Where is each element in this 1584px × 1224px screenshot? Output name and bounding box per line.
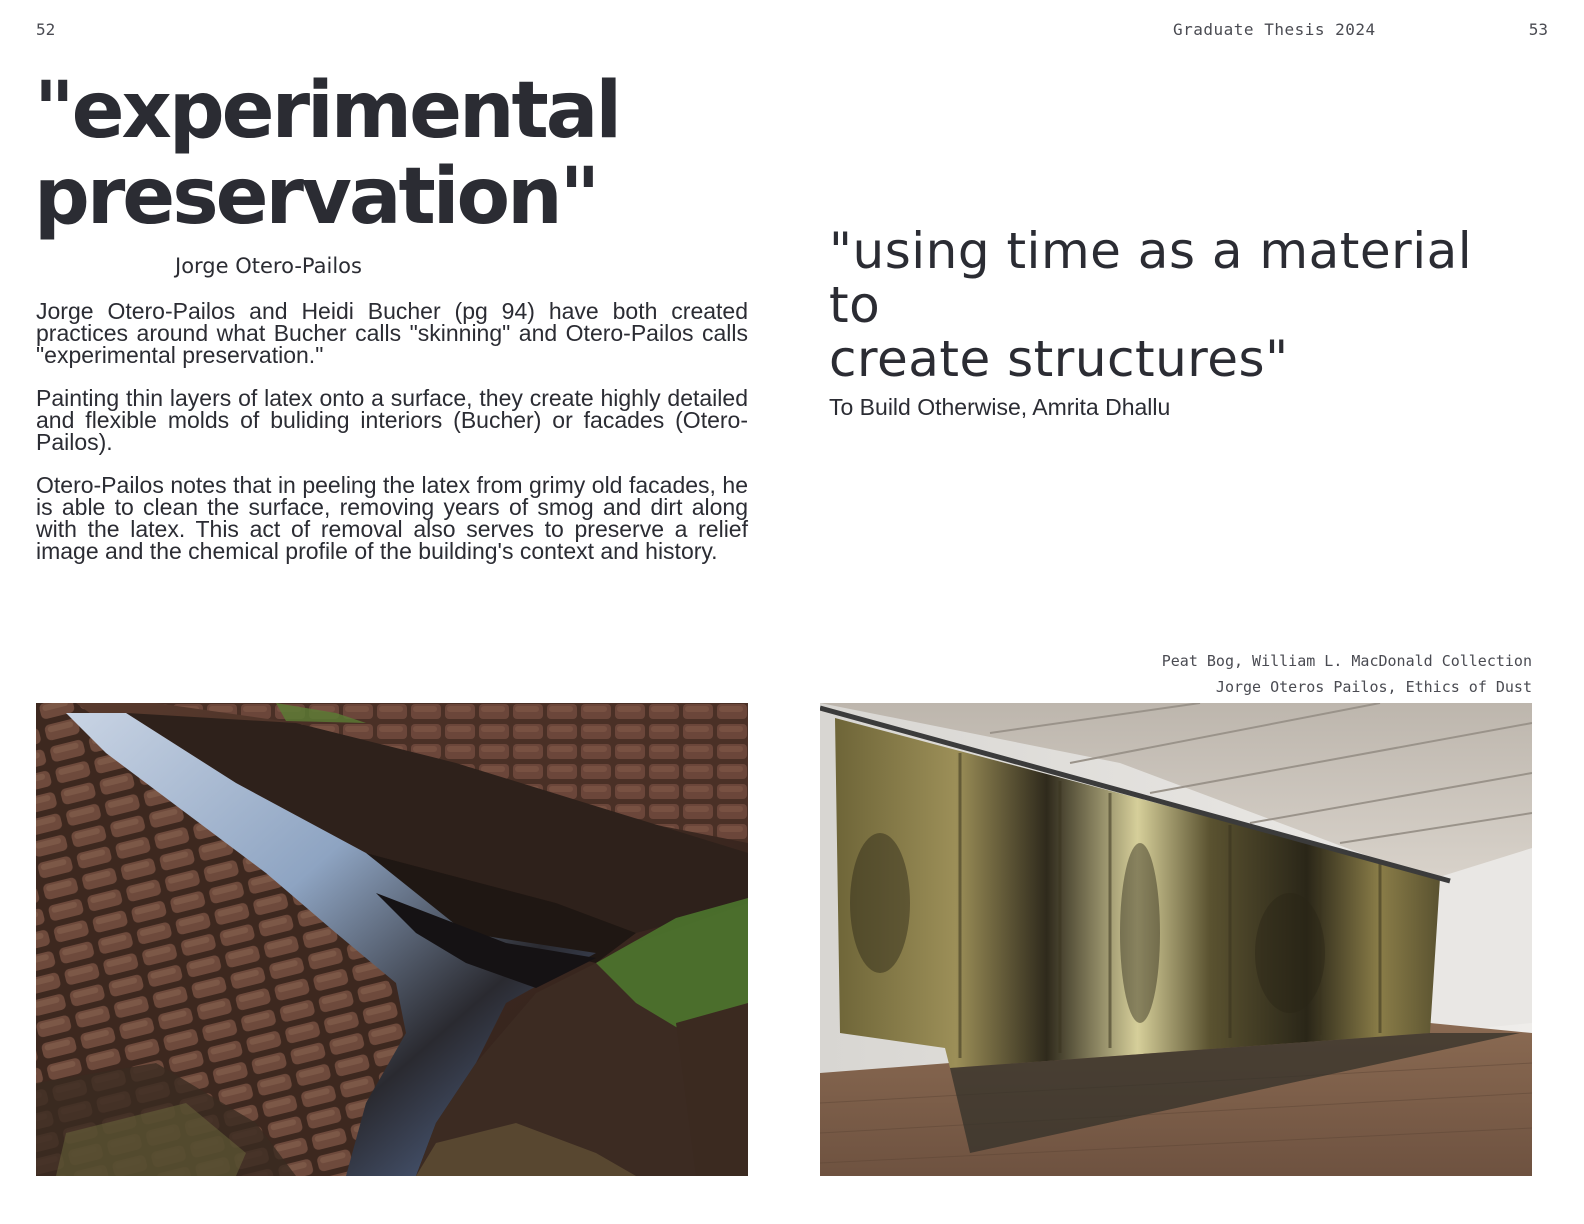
body-paragraph-2: Painting thin layers of latex onto a surface, they create highly detailed and flexible molds of buliding interiors (Bucher) or facades (Otero-Pailos). <box>36 385 748 455</box>
left-page-number: 52 <box>36 20 56 39</box>
body-paragraph-1: Jorge Otero-Pailos and Heidi Bucher (pg 94) have both created practices around what Bucher calls "skinning" and Otero-Pailos calls "experimental preservation." <box>36 298 748 368</box>
image-captions <box>1162 648 1532 700</box>
pull-quote-line-2: create structures" <box>829 330 1289 388</box>
quote-source: To Build Otherwise, Amrita Dhallu <box>829 394 1171 420</box>
pull-quote-line-1: "using time as a material to <box>829 222 1473 334</box>
headline-line-2: preservation" <box>34 152 598 242</box>
pull-quote <box>829 224 1529 386</box>
right-page-number: 53 <box>1528 20 1548 39</box>
ethics-of-dust-photo <box>820 703 1532 1176</box>
body-paragraph-3: Otero-Pailos notes that in peeling the latex from grimy old facades, he is able to clean the surface, removing years of smog and dirt along with the latex. This act of removal also serves to preserve a relief image and the chemical profile of the building's context and history. <box>36 472 748 564</box>
byline: Jorge Otero-Pailos <box>175 254 362 278</box>
headline <box>34 68 734 240</box>
running-head: Graduate Thesis 2024 <box>1173 20 1376 39</box>
peat-bog-photo <box>36 703 748 1176</box>
caption-peat-bog: Peat Bog, William L. MacDonald Collection <box>1161 652 1532 670</box>
body-copy <box>36 300 748 583</box>
caption-ethics-of-dust: Jorge Oteros Pailos, Ethics of Dust <box>1215 678 1532 696</box>
headline-line-1: "experimental <box>34 66 620 156</box>
